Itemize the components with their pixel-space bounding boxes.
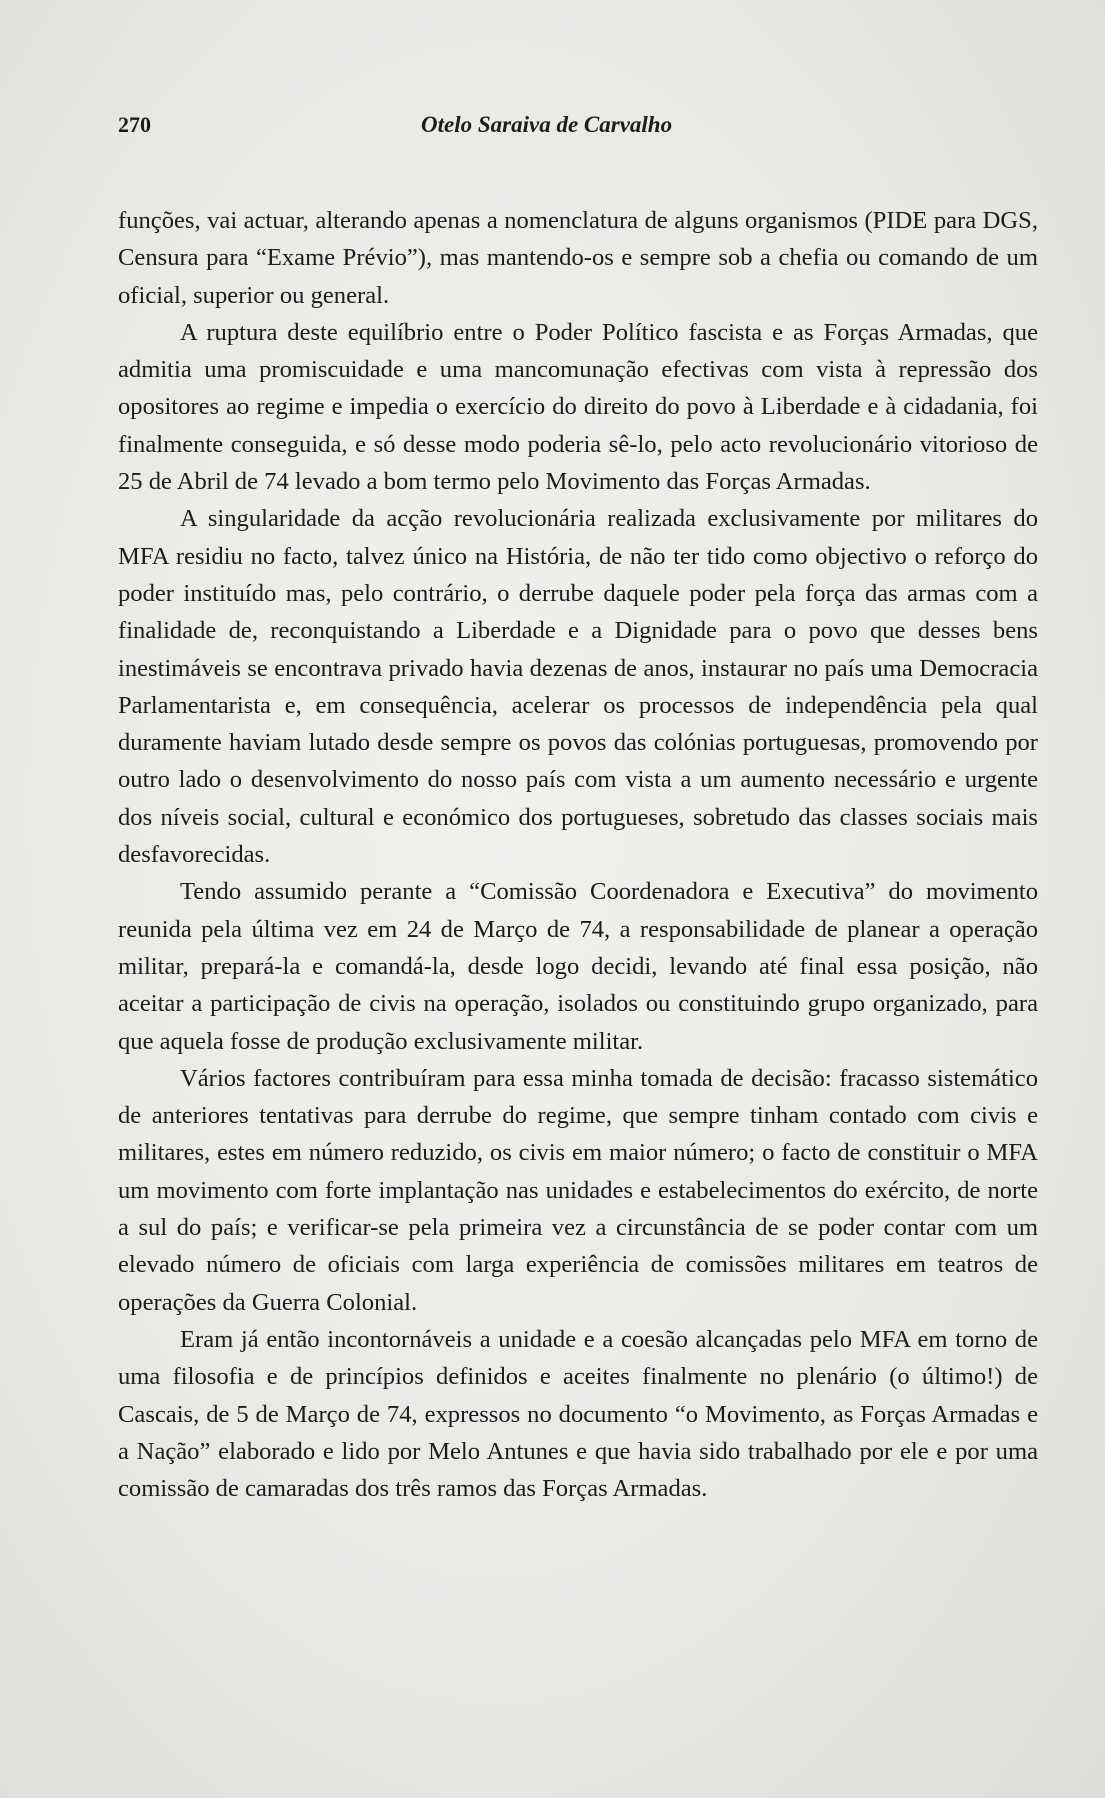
- page-header: [118, 112, 1038, 152]
- body-text: [118, 202, 1038, 1507]
- paragraph: Eram já então incontornáveis a unidade e a coesão alcançadas pelo MFA em torno de uma filosofia e de princípios definidos e aceites finalmente no plenário (o último!) de Cascais, de 5 de Março de 74, expressos no documento “o Movimento, as Forças Armadas e a Nação” elaborado e lido por Melo Antunes e que havia sido trabalhado por ele e por uma comissão de camaradas dos três ramos das Forças Armadas.: [118, 1325, 1038, 1503]
- paragraph: A singularidade da acção revolucionária realizada exclusivamente por militares do MFA residiu no facto, talvez único na História, de não ter tido como objectivo o reforço do poder instituído mas, pelo contrário, o derrube daquele poder pela força das armas com a finalidade de, reconquistando a Liberdade e a Dignidade para o povo que desses bens inestimáveis se encontrava privado havia dezenas de anos, instaurar no país uma Democracia Parlamentarista e, em consequência, acelerar os processos de independência pela qual duramente haviam lutado desde sempre os povos das colónias portuguesas, promovendo por outro lado o desenvolvimento do nosso país com vista a um aumento necessário e urgente dos níveis social, cultural e económico dos portugueses, sobretudo das classes sociais mais desfavorecidas.: [118, 505, 1038, 869]
- page-number: 270: [118, 112, 151, 137]
- paragraph: Vários factores contribuíram para essa minha tomada de decisão: fracasso sistemático de anteriores tentativas para derrube do regime, que sempre tinham contado com civis e militares, estes em número reduzido, os civis em maior número; o facto de constituir o MFA um movimento com forte implantação nas unidades e estabelecimentos do exército, de norte a sul do país; e verificar-se pela primeira vez a circunstância de se poder contar com um elevado número de oficiais com larga experiência de comissões militares em teatros de operações da Guerra Colonial.: [118, 1064, 1038, 1316]
- paragraph: A ruptura deste equilíbrio entre o Poder Político fascista e as Forças Armadas, que admitia uma promiscuidade e uma mancomunação efectivas com vista à repressão dos opositores ao regime e impedia o exercício do direito do povo à Liberdade e à cidadania, foi finalmente conseguida, e só desse modo poderia sê-lo, pelo acto revolucionário vitorioso de 25 de Abril de 74 levado a bom termo pelo Movimento das Forças Armadas.: [118, 318, 1038, 496]
- paragraph-continuation: funções, vai actuar, alterando apenas a nomenclatura de alguns organismos (PIDE para DGS, Censura para “Exame Prévio”), mas mantendo-os e sempre sob a chefia ou comando de um oficial, superior ou general.: [118, 207, 1038, 309]
- paragraph: Tendo assumido perante a “Comissão Coordenadora e Executiva” do movimento reunida pela última vez em 24 de Março de 74, a responsabilidade de planear a operação militar, prepará-la e comandá-la, desde logo decidi, levando até final essa posição, não aceitar a participação de civis na operação, isolados ou constituindo grupo organizado, para que aquela fosse de produção exclusivamente militar.: [118, 878, 1038, 1055]
- running-title: Otelo Saraiva de Carvalho: [421, 112, 673, 137]
